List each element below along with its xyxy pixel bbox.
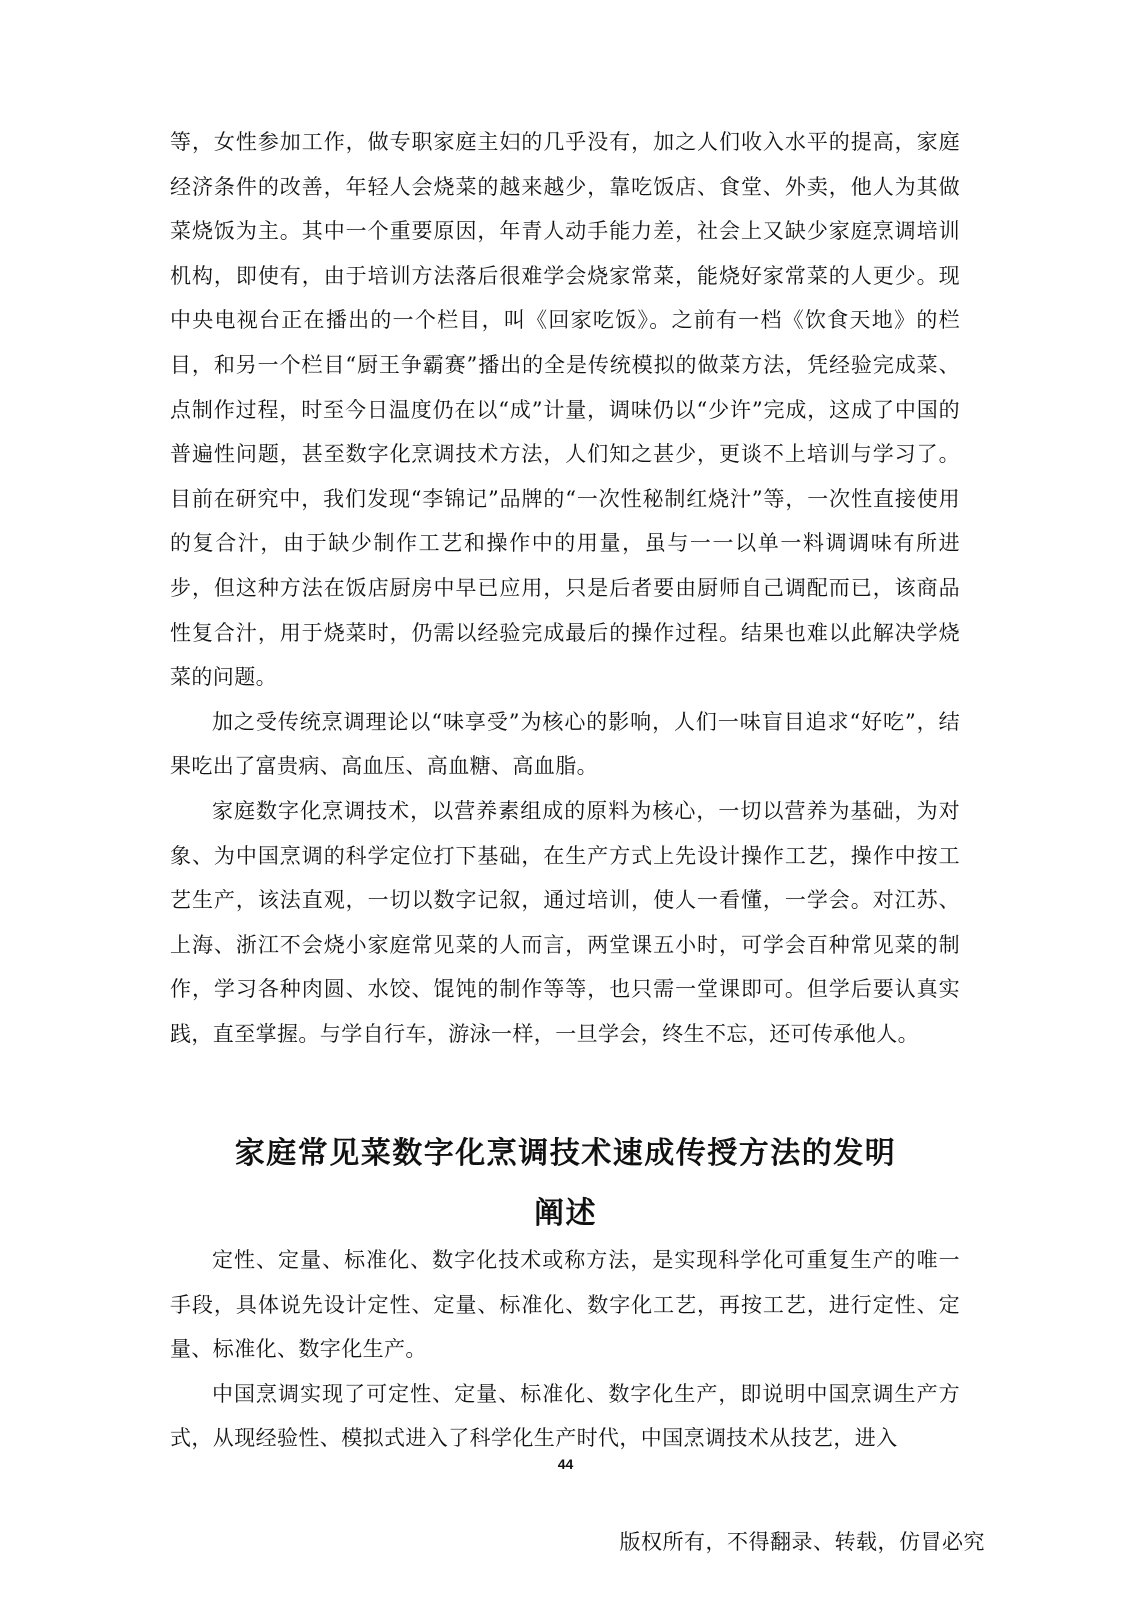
paragraph-scientific-production: 中国烹调实现了可定性、定量、标准化、数字化生产，即说明中国烹调生产方式，从现经验性、模拟式进入了科学化生产时代，中国烹调技术从技艺，进入 [170,1381,960,1451]
paragraph-standardization: 定性、定量、标准化、数字化技术或称方法，是实现科学化可重复生产的唯一手段，具体说先设计定性、定量、标准化、数字化工艺，再按工艺，进行定性、定量、标准化、数字化生产。 [170,1248,960,1362]
section-subheading: 阐述 [534,1196,597,1231]
paragraph-digital-cooking: 家庭数字化烹调技术，以营养素组成的原料为核心，一切以营养为基础，为对象、为中国烹调的科学定位打下基础，在生产方式上先设计操作工艺，操作中按工艺生产，该法直观，一切以数字记叙，通过培训，使人一看懂，一学会。对江苏、上海、浙江不会烧小家庭常见菜的人而言，两堂课五小时，可学会百种常见菜的制作，学习各种肉圆、水饺、馄饨的制作等等，也只需一堂课即可。但学后要认真实践，直至掌握。与学自行车，游泳一样，一旦学会，终生不忘，还可传承他人。 [170,798,960,1046]
section-heading: 家庭常见菜数字化烹调技术速成传授方法的发明 [234,1136,897,1171]
copyright-notice: 版权所有，不得翻录、转载，仿冒必究 [619,1530,985,1554]
body-section-top [170,120,960,1056]
paragraph-continuation: 等，女性参加工作，做专职家庭主妇的几乎没有，加之人们收入水平的提高，家庭经济条件的改善，年轻人会烧菜的越来越少，靠吃饭店、食堂、外卖，他人为其做菜烧饭为主。其中一个重要原因，年青人动手能力差，社会上又缺少家庭烹调培训机构，即使有，由于培训方法落后很难学会烧家常菜，能烧好家常菜的人更少。现中央电视台正在播出的一个栏目，叫《回家吃饭》。之前有一档《饮食天地》的栏目，和另一个栏目“厨王争霸赛”播出的全是传统模拟的做菜方法，凭经验完成菜、点制作过程，时至今日温度仍在以“成”计量，调味仍以“少许”完成，这成了中国的普遍性问题，甚至数字化烹调技术方法，人们知之甚少，更谈不上培训与学习了。目前在研究中，我们发现“李锦记”品牌的“一次性秘制红烧汁”等，一次性直接使用的复合汁，由于缺少制作工艺和操作中的用量，虽与一一以单一料调调味有所进步，但这种方法在饭店厨房中早已应用，只是后者要由厨师自己调配而已，该商品性复合汁，用于烧菜时，仍需以经验完成最后的操作过程。结果也难以此解决学烧菜的问题。 [170,130,960,690]
page-number: 44 [557,1456,574,1472]
body-section-bottom [170,1238,960,1461]
paragraph-flavor-theory: 加之受传统烹调理论以“味享受”为核心的影响，人们一味盲目追求“好吃”，结果吃出了富贵病、高血压、高血糖、高血脂。 [170,709,960,779]
